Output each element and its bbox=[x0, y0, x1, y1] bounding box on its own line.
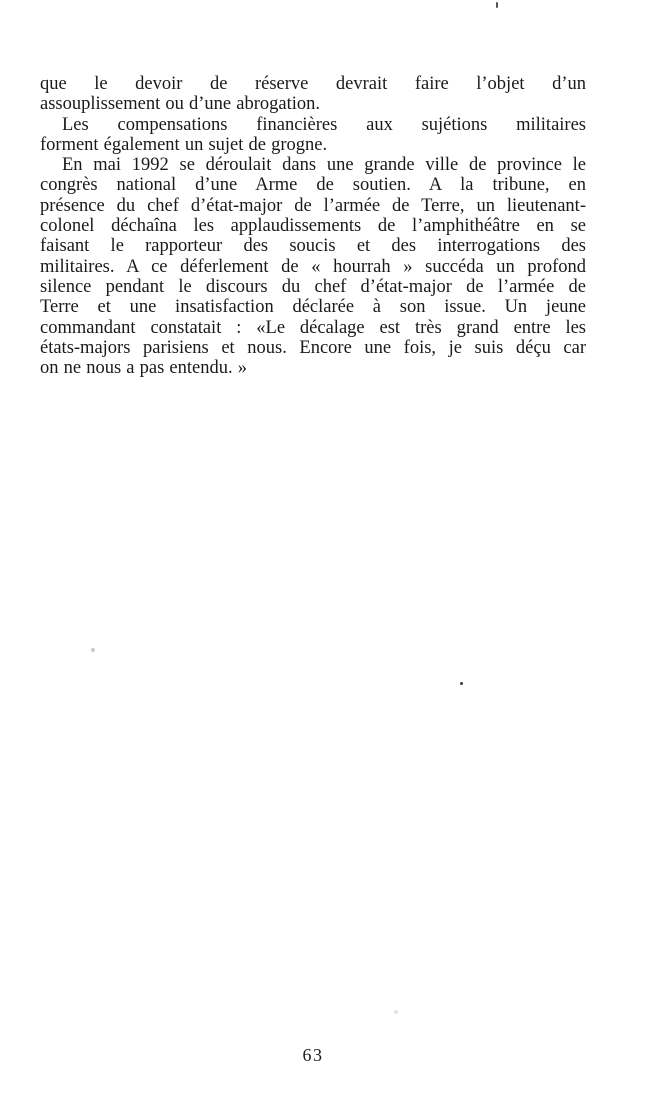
text-line: silence pendant le discours du chef d’état-major de l’armée de bbox=[40, 276, 586, 297]
text-line: commandant constatait : «Le décalage est très grand entre les bbox=[40, 317, 586, 338]
text-line: présence du chef d’état-major de l’armée de Terre, un lieutenant- bbox=[40, 195, 586, 216]
text-line: En mai 1992 se déroulait dans une grande ville de province le bbox=[62, 155, 586, 176]
paragraph bbox=[40, 155, 586, 378]
page-number: 63 bbox=[302, 1045, 324, 1065]
text-line: que le devoir de réserve devrait faire l’objet d’un bbox=[40, 74, 586, 94]
scan-speck bbox=[91, 648, 95, 652]
scan-speck bbox=[394, 1010, 398, 1014]
text-line: états-majors parisiens et nous. Encore une fois, je suis déçu car bbox=[40, 337, 586, 358]
text-line: militaires. A ce déferlement de « hourrah » succéda un profond bbox=[40, 256, 586, 277]
paragraph bbox=[40, 115, 586, 156]
text-line: colonel déchaîna les applaudissements de l’amphithéâtre en se bbox=[40, 216, 586, 237]
scan-speck bbox=[460, 682, 463, 685]
text-line: faisant le rapporteur des soucis et des interrogations des bbox=[40, 236, 586, 257]
text-line: Les compensations financières aux sujétions militaires bbox=[62, 114, 586, 135]
body-text-block bbox=[40, 74, 586, 378]
text-line: Terre et une insatisfaction déclarée à son issue. Un jeune bbox=[40, 297, 586, 318]
text-line: on ne nous a pas entendu. » bbox=[40, 358, 247, 379]
paragraph bbox=[40, 74, 586, 115]
scan-speck bbox=[496, 2, 498, 8]
text-line: assouplissement ou d’une abrogation. bbox=[40, 94, 320, 115]
text-line: congrès national d’une Arme de soutien. A la tribune, en bbox=[40, 175, 586, 196]
text-line: forment également un sujet de grogne. bbox=[40, 134, 328, 155]
